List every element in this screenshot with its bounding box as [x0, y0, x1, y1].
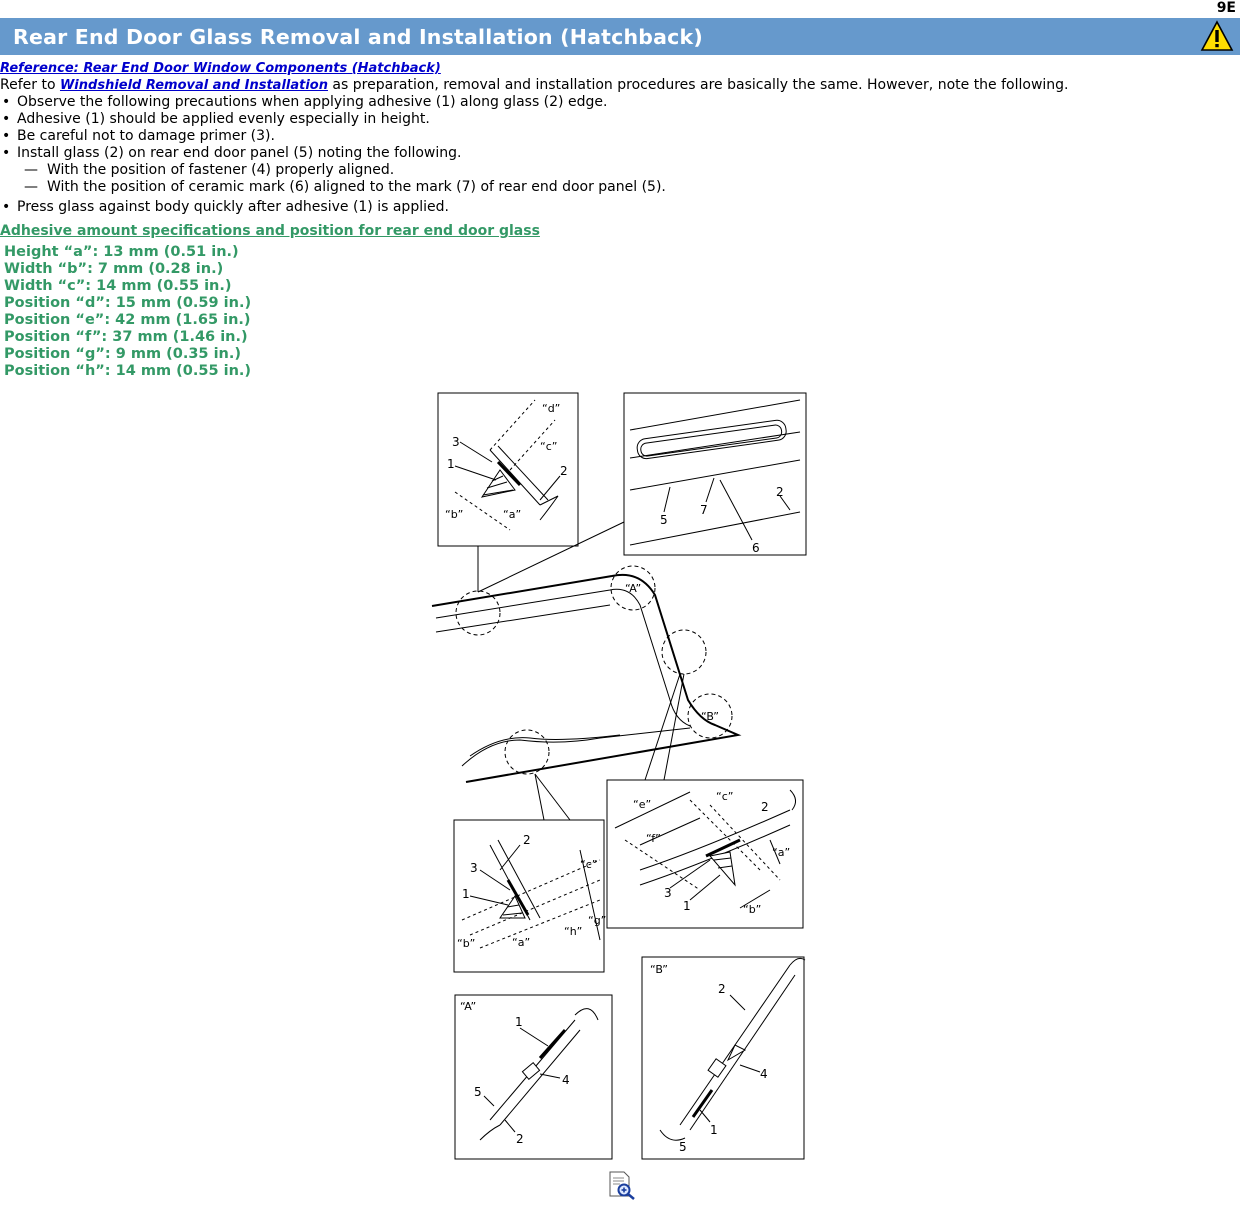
svg-text:“a”: “a”: [512, 936, 531, 949]
bullet-list-last: [0, 199, 1240, 216]
bullet-item: • Adhesive (1) should be applied evenly especially in height.: [2, 111, 430, 127]
svg-text:“b”: “b”: [457, 937, 476, 950]
svg-text:3: 3: [470, 861, 478, 875]
svg-text:2: 2: [776, 485, 784, 499]
spec-position-f: Position “f”: 37 mm (1.46 in.): [4, 329, 248, 345]
spec-height-a: Height “a”: 13 mm (0.51 in.): [4, 244, 239, 260]
spec-position-h: Position “h”: 14 mm (0.55 in.): [4, 363, 252, 379]
svg-text:4: 4: [760, 1067, 768, 1081]
spec-position-g: Position “g”: 9 mm (0.35 in.): [4, 346, 241, 362]
svg-text:1: 1: [462, 887, 470, 901]
svg-text:2: 2: [516, 1132, 524, 1146]
bullet-item: • Press glass against body quickly after adhesive (1) is applied.: [2, 199, 449, 215]
svg-text:“c”: “c”: [716, 790, 734, 803]
bullet-list: [0, 94, 1240, 162]
svg-text:“a”: “a”: [772, 846, 791, 859]
reference-line: [0, 60, 1240, 77]
bullet-item: • Install glass (2) on rear end door panel (5) noting the following.: [2, 145, 462, 161]
spec-width-c: Width “c”: 14 mm (0.55 in.): [4, 278, 232, 294]
svg-text:“b”: “b”: [445, 508, 464, 521]
svg-text:“c”: “c”: [540, 440, 558, 453]
svg-text:2: 2: [523, 833, 531, 847]
refer-after: as preparation, removal and installation procedures are basically the same. However, note the following.: [327, 77, 1069, 93]
svg-text:3: 3: [664, 886, 672, 900]
svg-text:1: 1: [515, 1015, 523, 1029]
svg-text:2: 2: [761, 800, 769, 814]
svg-text:2: 2: [718, 982, 726, 996]
glass-installation-diagram: [420, 385, 820, 1175]
refer-before: Refer to: [0, 77, 60, 93]
warning-triangle-icon[interactable]: [1200, 20, 1234, 52]
spec-position-e: Position “e”: 42 mm (1.65 in.): [4, 312, 251, 328]
svg-text:“b”: “b”: [743, 903, 762, 916]
svg-text:“B”: “B”: [701, 710, 720, 723]
svg-text:“A”: “A”: [460, 1000, 477, 1013]
bullet-item: • Observe the following precautions when applying adhesive (1) along glass (2) edge.: [2, 94, 608, 110]
svg-text:1: 1: [710, 1123, 718, 1137]
spec-position-d: Position “d”: 15 mm (0.59 in.): [4, 295, 252, 311]
svg-text:“A”: “A”: [625, 582, 642, 595]
svg-text:“g”: “g”: [588, 914, 607, 927]
content: [0, 60, 1240, 216]
svg-text:1: 1: [683, 899, 691, 913]
svg-text:5: 5: [660, 513, 668, 527]
svg-text:5: 5: [474, 1085, 482, 1099]
spec-width-b: Width “b”: 7 mm (0.28 in.): [4, 261, 224, 277]
bullet-item: • Be careful not to damage primer (3).: [2, 128, 275, 144]
svg-text:“f”: “f”: [646, 832, 661, 845]
svg-text:“e”: “e”: [633, 798, 652, 811]
svg-text:“B”: “B”: [650, 963, 669, 976]
svg-text:“a”: “a”: [503, 508, 522, 521]
svg-text:7: 7: [700, 503, 708, 517]
section-code: 9E: [1216, 0, 1236, 16]
spec-heading: Adhesive amount specifications and position for rear end door glass: [0, 223, 540, 239]
detail-box-a: [455, 995, 612, 1159]
svg-text:6: 6: [752, 541, 760, 555]
svg-text:4: 4: [562, 1073, 570, 1087]
svg-text:5: 5: [679, 1140, 687, 1154]
reference-link[interactable]: Reference: Rear End Door Window Components (Hatchback): [0, 61, 441, 76]
spec-list: [4, 244, 251, 380]
sub-bullet-list: [0, 162, 1240, 196]
title-bar: [0, 18, 1240, 55]
sub-bullet-item: — With the position of ceramic mark (6) aligned to the mark (7) of rear end door panel (5).: [24, 179, 666, 195]
zoom-document-icon[interactable]: [607, 1170, 637, 1200]
svg-text:“c”: “c”: [580, 858, 598, 871]
detail-box-top-right: [624, 393, 806, 555]
sub-bullet-item: — With the position of fastener (4) properly aligned.: [24, 162, 395, 178]
refer-line: [0, 77, 1240, 94]
svg-text:“d”: “d”: [542, 402, 561, 415]
page-title: Rear End Door Glass Removal and Installation (Hatchback): [13, 25, 703, 49]
svg-text:“h”: “h”: [564, 925, 583, 938]
windshield-link[interactable]: Windshield Removal and Installation: [59, 78, 328, 93]
svg-text:1: 1: [447, 457, 455, 471]
svg-text:2: 2: [560, 464, 568, 478]
svg-text:3: 3: [452, 435, 460, 449]
